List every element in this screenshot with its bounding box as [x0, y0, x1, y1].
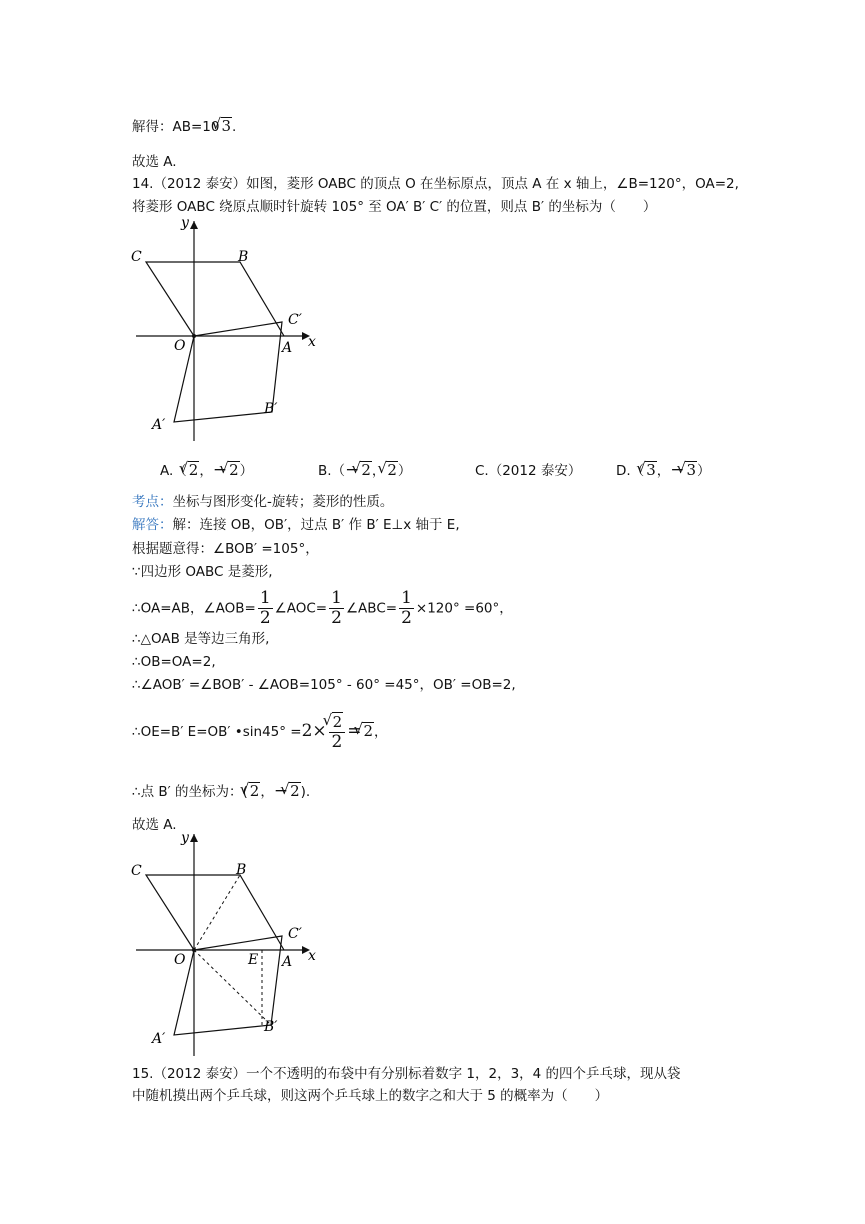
fraction-root2-over-2: √ $\frac{2}{2}$ [329, 712, 346, 752]
fraction-half-1: $\frac{1}{2}$ [259, 588, 271, 628]
question-15-line-1: 15.（2012 泰安）一个不透明的布袋中有分别标着数字 1，2，3，4 的四个乒乓球，现从袋 [132, 1066, 681, 1082]
option-b[interactable]: B.（−√ 2，√ 2） [318, 459, 411, 480]
solve-end: . [232, 119, 237, 135]
label-y-2: y [181, 830, 189, 846]
fraction-half-3: $\frac{1}{2}$ [401, 588, 412, 628]
fraction-half-2: $\frac{1}{2}$ [331, 588, 342, 628]
jieda-text: 解：连接 OB，OB′，过点 B′ 作 B′ E⊥x 轴于 E, [172, 517, 460, 533]
choose-a-line-2: 故选 A. [132, 817, 177, 833]
choose-a-line-1: 故选 A. [132, 154, 177, 170]
label-y: y [181, 215, 189, 231]
label-e-2: E [248, 952, 259, 968]
rhombus-figure-1 [126, 215, 326, 447]
option-d[interactable]: D.（√ 3，−√ 3） [616, 459, 711, 480]
label-c-prime-2: C′ [288, 926, 302, 942]
step-4: ∴△OAB 是等边三角形, [132, 631, 270, 647]
label-b: B [238, 249, 249, 265]
question-14-line-2: 将菱形 OABC 绕原点顺时针旋转 105° 至 OA′ B′ C′ 的位置，则点 B′ 的坐标为（ ） [132, 199, 657, 215]
jieda-line [132, 515, 460, 535]
label-b-2: B [236, 862, 247, 878]
step-8: ∴点 B′ 的坐标为：(√ 2，−√ 2). [132, 781, 310, 802]
question-14-line-1: 14.（2012 泰安）如图，菱形 OABC 的顶点 O 在坐标原点，顶点 A 在 x 轴上，∠B=120°，OA=2, [132, 176, 739, 192]
label-a-prime-2: A′ [152, 1031, 166, 1047]
option-a[interactable]: A.（√ 2，−√ 2） [160, 459, 253, 480]
jieda-tag: 解答： [132, 517, 173, 533]
label-o: O [174, 338, 186, 354]
label-c-prime: C′ [288, 312, 302, 328]
label-x-2: x [308, 948, 316, 964]
label-c-2: C [131, 863, 142, 879]
step-2: ∵四边形 OABC 是菱形, [132, 564, 273, 580]
sqrt-3: √ 3 [221, 117, 233, 135]
label-o-2: O [174, 952, 186, 968]
rhombus-figure-2 [126, 830, 326, 1062]
step-7: ∴OE=B′ E=OB′ •sin45° =2× √ $\frac{2}{2}$ =√ 2， [132, 709, 388, 754]
label-c: C [131, 249, 142, 265]
label-b-prime-2: B′ [264, 1019, 278, 1035]
kaodian-tag: 考点： [132, 494, 173, 510]
step-5: ∴OB=OA=2, [132, 654, 216, 670]
label-b-prime: B′ [264, 401, 278, 417]
solve-line [132, 117, 236, 137]
step-1: 根据题意得：∠BOB′ =105°， [132, 541, 319, 557]
label-a: A [282, 340, 293, 356]
kaodian-text: 坐标与图形变化-旋转；菱形的性质。 [172, 494, 394, 510]
step-6: ∴∠AOB′ =∠BOB′ - ∠AOB=105° - 60° =45°，OB′ =OB=2, [132, 677, 516, 693]
question-15-line-2: 中随机摸出两个乒乓球，则这两个乒乓球上的数字之和大于 5 的概率为（ ） [132, 1088, 609, 1104]
label-a-prime: A′ [152, 417, 166, 433]
option-c[interactable]: C.（2012 泰安） [475, 463, 582, 479]
kaodian-line [132, 492, 393, 512]
label-x: x [308, 334, 316, 350]
label-a-2: A [282, 954, 293, 970]
step-3: ∴OA=AB，∠AOB= $\frac{1}{2}$ ∠AOC= $\frac{1}{2}$ ∠ABC= $\frac{1}{2}$ ×120° =60°， [132, 588, 513, 628]
solve-prefix: 解得：AB=10 [132, 119, 220, 135]
